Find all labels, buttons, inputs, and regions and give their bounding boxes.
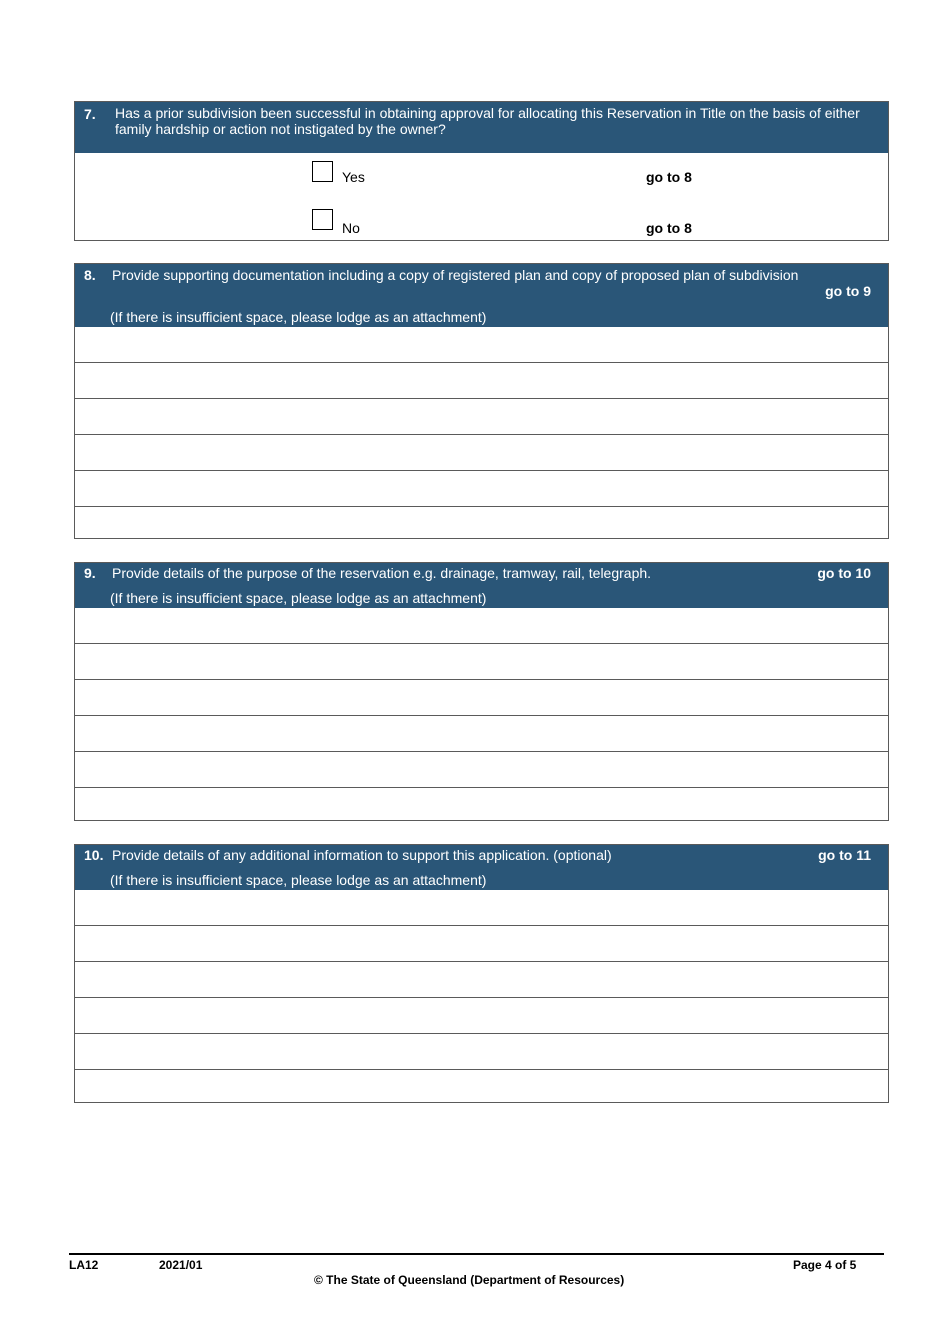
form-version: 2021/01 bbox=[159, 1258, 203, 1272]
answer-line[interactable] bbox=[75, 679, 888, 715]
question-7-header bbox=[75, 102, 888, 153]
no-goto: go to 8 bbox=[646, 220, 692, 236]
question-text: Provide details of any additional information to support this application. (optional) bbox=[112, 847, 612, 863]
question-number: 8. bbox=[84, 267, 96, 283]
answer-line[interactable] bbox=[75, 1033, 888, 1069]
question-goto: go to 9 bbox=[825, 283, 871, 299]
answer-line[interactable] bbox=[75, 362, 888, 398]
question-8-section bbox=[74, 263, 889, 539]
answer-line[interactable] bbox=[75, 1069, 888, 1104]
answer-line[interactable] bbox=[75, 470, 888, 506]
answer-line[interactable] bbox=[75, 398, 888, 434]
question-goto: go to 10 bbox=[817, 565, 871, 581]
question-text-line-2: family hardship or action not instigated by the owner? bbox=[115, 121, 446, 137]
question-number: 9. bbox=[84, 565, 96, 581]
question-10-section bbox=[74, 844, 889, 1103]
answer-line[interactable] bbox=[75, 506, 888, 542]
form-code: LA12 bbox=[69, 1258, 99, 1272]
question-note: (If there is insufficient space, please lodge as an attachment) bbox=[110, 872, 487, 888]
answer-line[interactable] bbox=[75, 925, 888, 961]
answer-line[interactable] bbox=[75, 643, 888, 679]
yes-checkbox[interactable] bbox=[312, 161, 333, 182]
question-note: (If there is insufficient space, please lodge as an attachment) bbox=[110, 309, 487, 325]
answer-line[interactable] bbox=[75, 751, 888, 787]
question-9-section bbox=[74, 562, 889, 821]
yes-goto: go to 8 bbox=[646, 169, 692, 185]
option-yes-row bbox=[75, 153, 888, 189]
answer-line[interactable] bbox=[75, 327, 888, 362]
question-9-header bbox=[75, 563, 888, 608]
question-text-line-1: Has a prior subdivision been successful in obtaining approval for allocating this Reservation in Title on the basis of either bbox=[115, 105, 860, 121]
no-checkbox[interactable] bbox=[312, 209, 333, 230]
yes-label: Yes bbox=[342, 169, 365, 185]
answer-line[interactable] bbox=[75, 608, 888, 643]
copyright: © The State of Queensland (Department of Resources) bbox=[314, 1273, 625, 1287]
question-7-section bbox=[74, 101, 889, 241]
question-note: (If there is insufficient space, please lodge as an attachment) bbox=[110, 590, 487, 606]
answer-line[interactable] bbox=[75, 997, 888, 1033]
question-text: Provide details of the purpose of the reservation e.g. drainage, tramway, rail, telegraph. bbox=[112, 565, 652, 581]
answer-line[interactable] bbox=[75, 890, 888, 925]
question-goto: go to 11 bbox=[818, 847, 871, 863]
answer-line[interactable] bbox=[75, 787, 888, 822]
question-10-header bbox=[75, 845, 888, 890]
answer-line[interactable] bbox=[75, 715, 888, 751]
question-text: Provide supporting documentation including a copy of registered plan and copy of proposed plan of subdivision bbox=[112, 267, 799, 283]
page-number: Page 4 of 5 bbox=[793, 1258, 857, 1272]
answer-line[interactable] bbox=[75, 434, 888, 470]
footer-rule bbox=[69, 1253, 884, 1255]
question-number: 7. bbox=[84, 106, 96, 122]
answer-line[interactable] bbox=[75, 961, 888, 997]
no-label: No bbox=[342, 220, 360, 236]
option-no-row bbox=[75, 189, 888, 240]
question-8-header bbox=[75, 264, 888, 327]
question-number: 10. bbox=[84, 847, 104, 863]
